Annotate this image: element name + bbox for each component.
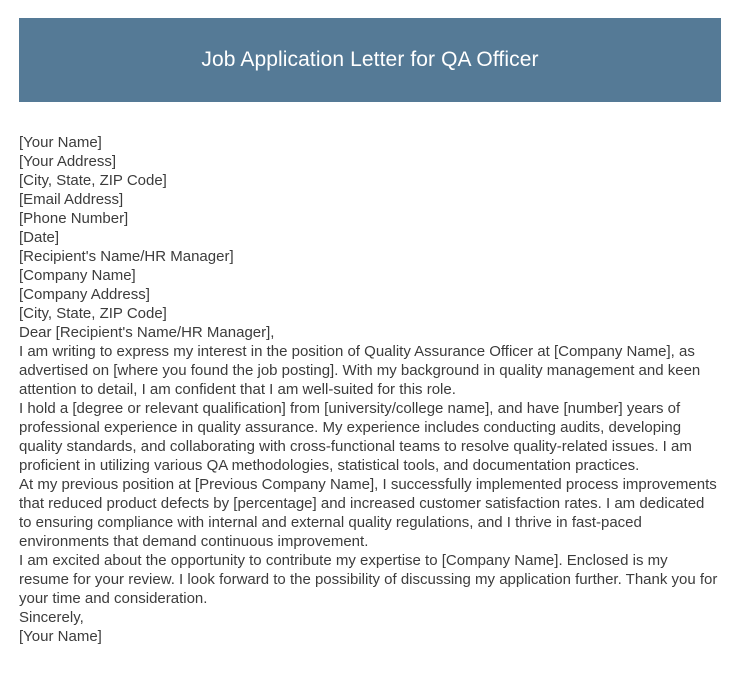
page-title: Job Application Letter for QA Officer xyxy=(201,48,539,72)
letter-body xyxy=(19,133,721,646)
sender-line: [Your Name] xyxy=(19,134,102,151)
signature: [Your Name] xyxy=(19,628,102,645)
sender-line: [City, State, ZIP Code] xyxy=(19,172,167,189)
letter-paragraph: I am excited about the opportunity to contribute my expertise to [Company Name]. Enclosed is my resume for your review. I look forward to the possibility of discussing my application further. Thank you for your time and consideration. xyxy=(19,552,718,607)
sender-line: [Phone Number] xyxy=(19,210,129,227)
salutation: Dear [Recipient's Name/HR Manager], xyxy=(19,324,275,341)
recipient-line: [Company Address] xyxy=(19,286,150,303)
sender-line: [Date] xyxy=(19,229,60,246)
sender-line: [Email Address] xyxy=(19,191,124,208)
document-header-banner xyxy=(19,18,721,102)
letter-paragraph: I hold a [degree or relevant qualification] from [university/college name], and have [number] years of professional experience in quality assurance. My experience includes conducting audits, developing quality standards, and collaborating with cross-functional teams to resolve quality-related issues. I am proficient in utilizing various QA methodologies, statistical tools, and documentation practices. xyxy=(19,400,692,474)
sender-address-block xyxy=(19,133,721,247)
recipient-line: [City, State, ZIP Code] xyxy=(19,305,167,322)
closing: Sincerely, xyxy=(19,609,84,626)
recipient-address-block xyxy=(19,247,721,323)
letter-paragraph: At my previous position at [Previous Company Name], I successfully implemented process improvements that reduced product defects by [percentage] and increased customer satisfaction rates. I am dedicated to ensuring compliance with internal and external quality regulations, and I thrive in fast-paced environments that demand continuous improvement. xyxy=(19,476,717,550)
sender-line: [Your Address] xyxy=(19,153,117,170)
letter-paragraph: I am writing to express my interest in the position of Quality Assurance Officer at [Company Name], as advertised on [where you found the job posting]. With my background in quality management and keen attention to detail, I am confident that I am well-suited for this role. xyxy=(19,343,701,398)
recipient-line: [Recipient's Name/HR Manager] xyxy=(19,248,234,265)
recipient-line: [Company Name] xyxy=(19,267,136,284)
